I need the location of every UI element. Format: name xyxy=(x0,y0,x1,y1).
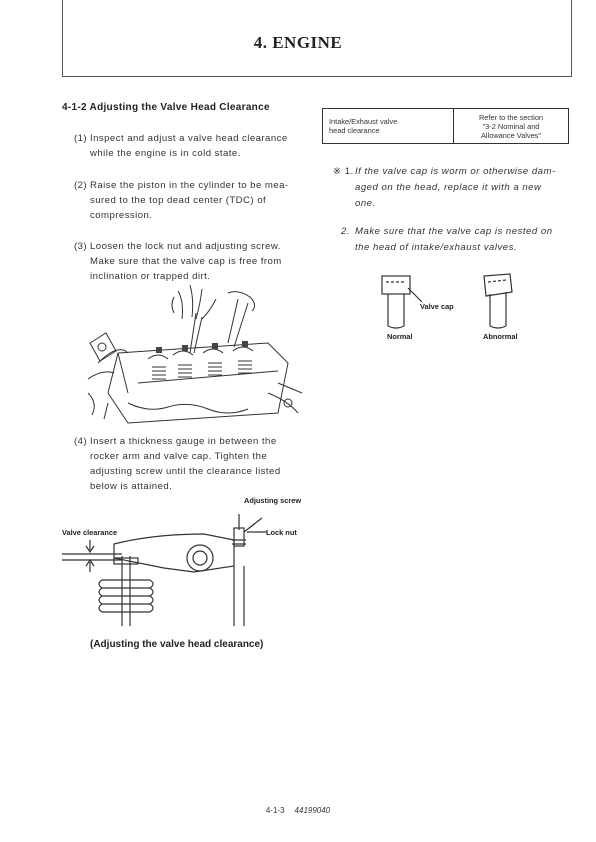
step-line: inclination or trapped dirt. xyxy=(90,271,211,282)
note-marker: ※ 1. xyxy=(333,166,354,177)
chapter-title: 4. ENGINE xyxy=(253,33,343,52)
figure-caption: (Adjusting the valve head clearance) xyxy=(90,639,264,650)
engine-head-illustration xyxy=(78,283,308,428)
note-line: the head of intake/exhaust valves. xyxy=(355,242,518,253)
page-footer xyxy=(0,806,596,815)
note-line: If the valve cap is worm or otherwise dam- xyxy=(355,166,556,177)
note-line: aged on the head, replace it with a new xyxy=(355,182,542,193)
spec-value-cell xyxy=(454,109,569,144)
note-line: Make sure that the valve cap is nested on xyxy=(355,226,553,237)
spec-value-line: Allowance Valves" xyxy=(481,130,541,140)
spec-value-line: Refer to the section xyxy=(478,112,544,122)
normal-label: Normal xyxy=(387,332,413,341)
step-line: Raise the piston in the cylinder to be mea- xyxy=(90,180,289,191)
document-code: 44199040 xyxy=(294,806,331,815)
step-line: rocker arm and valve cap. Tighten the xyxy=(90,451,268,462)
spec-item-line: head clearance xyxy=(329,126,380,135)
step-line: sured to the top dead center (TDC) of xyxy=(90,195,267,206)
step-number: (4) xyxy=(74,436,88,447)
step-line: below is attained. xyxy=(90,481,173,492)
step-line: compression. xyxy=(90,210,153,221)
step-3 xyxy=(74,239,314,284)
step-line: Insert a thickness gauge in between the xyxy=(90,436,277,447)
step-number: (2) xyxy=(74,180,88,191)
step-line: Make sure that the valve cap is free from xyxy=(90,256,282,267)
spec-value-line: "3-2 Nominal and xyxy=(482,121,540,131)
step-line: adjusting screw until the clearance listed xyxy=(90,466,281,477)
step-number: (3) xyxy=(74,241,88,252)
spec-item-cell xyxy=(323,109,454,144)
step-line: Inspect and adjust a valve head clearance xyxy=(90,133,288,144)
spec-item-line: Intake/Exhaust valve xyxy=(329,117,398,126)
note-1 xyxy=(333,164,573,212)
valve-clearance-label: Valve clearance xyxy=(62,528,118,537)
step-1 xyxy=(74,131,314,161)
step-line: while the engine is in cold state. xyxy=(90,148,241,159)
spec-table xyxy=(322,108,569,144)
step-2 xyxy=(74,178,314,223)
page-number: 4-1-3 xyxy=(265,806,285,815)
step-number: (1) xyxy=(74,133,88,144)
section-heading: 4-1-2 Adjusting the Valve Head Clearance xyxy=(62,102,270,113)
lock-nut-label: Lock nut xyxy=(266,528,297,537)
step-4 xyxy=(74,434,314,494)
note-2 xyxy=(341,224,573,256)
note-marker: 2. xyxy=(341,226,351,237)
adjusting-screw-label: Adjusting screw xyxy=(244,496,302,505)
note-line: one. xyxy=(355,198,376,209)
abnormal-label: Abnormal xyxy=(483,332,518,341)
valve-cap-label: Valve cap xyxy=(420,302,454,311)
step-line: Loosen the lock nut and adjusting screw. xyxy=(90,241,281,252)
